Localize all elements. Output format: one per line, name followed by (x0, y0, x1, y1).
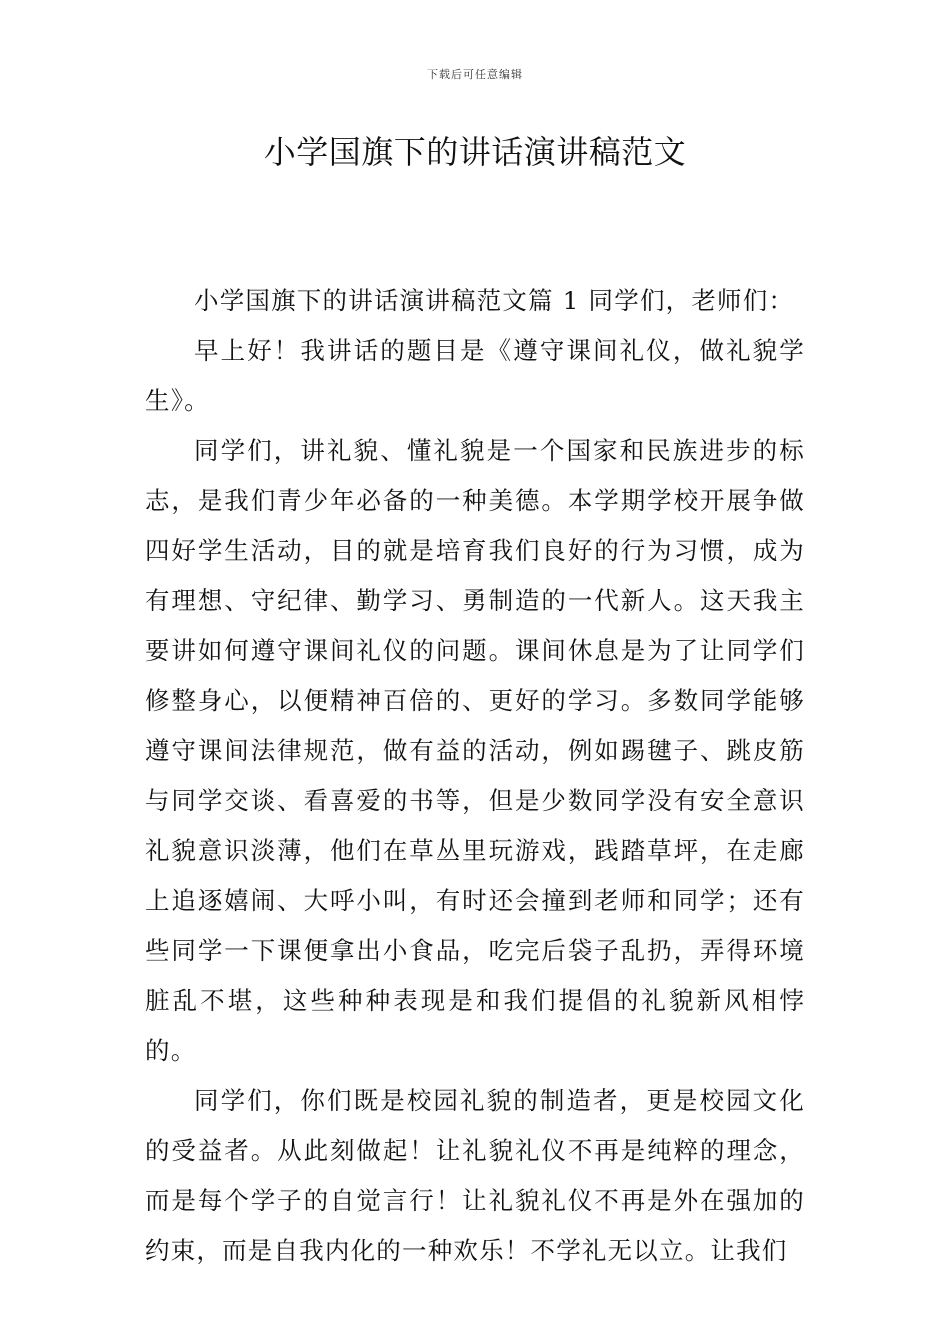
paragraph-closing: 同学们，你们既是校园礼貌的制造者，更是校园文化的受益者。从此刻做起！让礼貌礼仪不再是纯粹的理念，而是每个学子的自觉言行！让礼貌礼仪不再是外在强加的约束，而是自我内化的一种欢乐！不学礼无以立。让我们 (145, 1086, 805, 1265)
document-title: 小学国旗下的讲话演讲稿范文 (263, 133, 687, 171)
paragraph-topic: 早上好！我讲话的题目是《遵守课间礼仪，做礼貌学生》。 (145, 336, 805, 415)
paragraph-main: 同学们，讲礼貌、懂礼貌是一个国家和民族进步的标志，是我们青少年必备的一种美德。本学期学校开展争做四好学生活动，目的就是培育我们良好的行为习惯，成为有理想、守纪律、勤学习、勇制造的一代新人。这天我主要讲如何遵守课间礼仪的问题。课间休息是为了让同学们修整身心，以便精神百倍的、更好的学习。多数同学能够遵守课间法律规范，做有益的活动，例如踢毽子、跳皮筋与同学交谈、看喜爱的书等，但是少数同学没有安全意识礼貌意识淡薄，他们在草丛里玩游戏，践踏草坪，在走廊上追逐嬉闹、大呼小叫，有时还会撞到老师和同学；还有些同学一下课便拿出小食品，吃完后袋子乱扔，弄得环境脏乱不堪，这些种种表现是和我们提倡的礼貌新风相悖的。 (145, 436, 805, 1065)
paragraph-greeting: 小学国旗下的讲话演讲稿范文篇 1 同学们，老师们： (194, 286, 795, 315)
document-body (145, 276, 805, 1276)
header-note: 下载后可任意编辑 (427, 68, 523, 81)
